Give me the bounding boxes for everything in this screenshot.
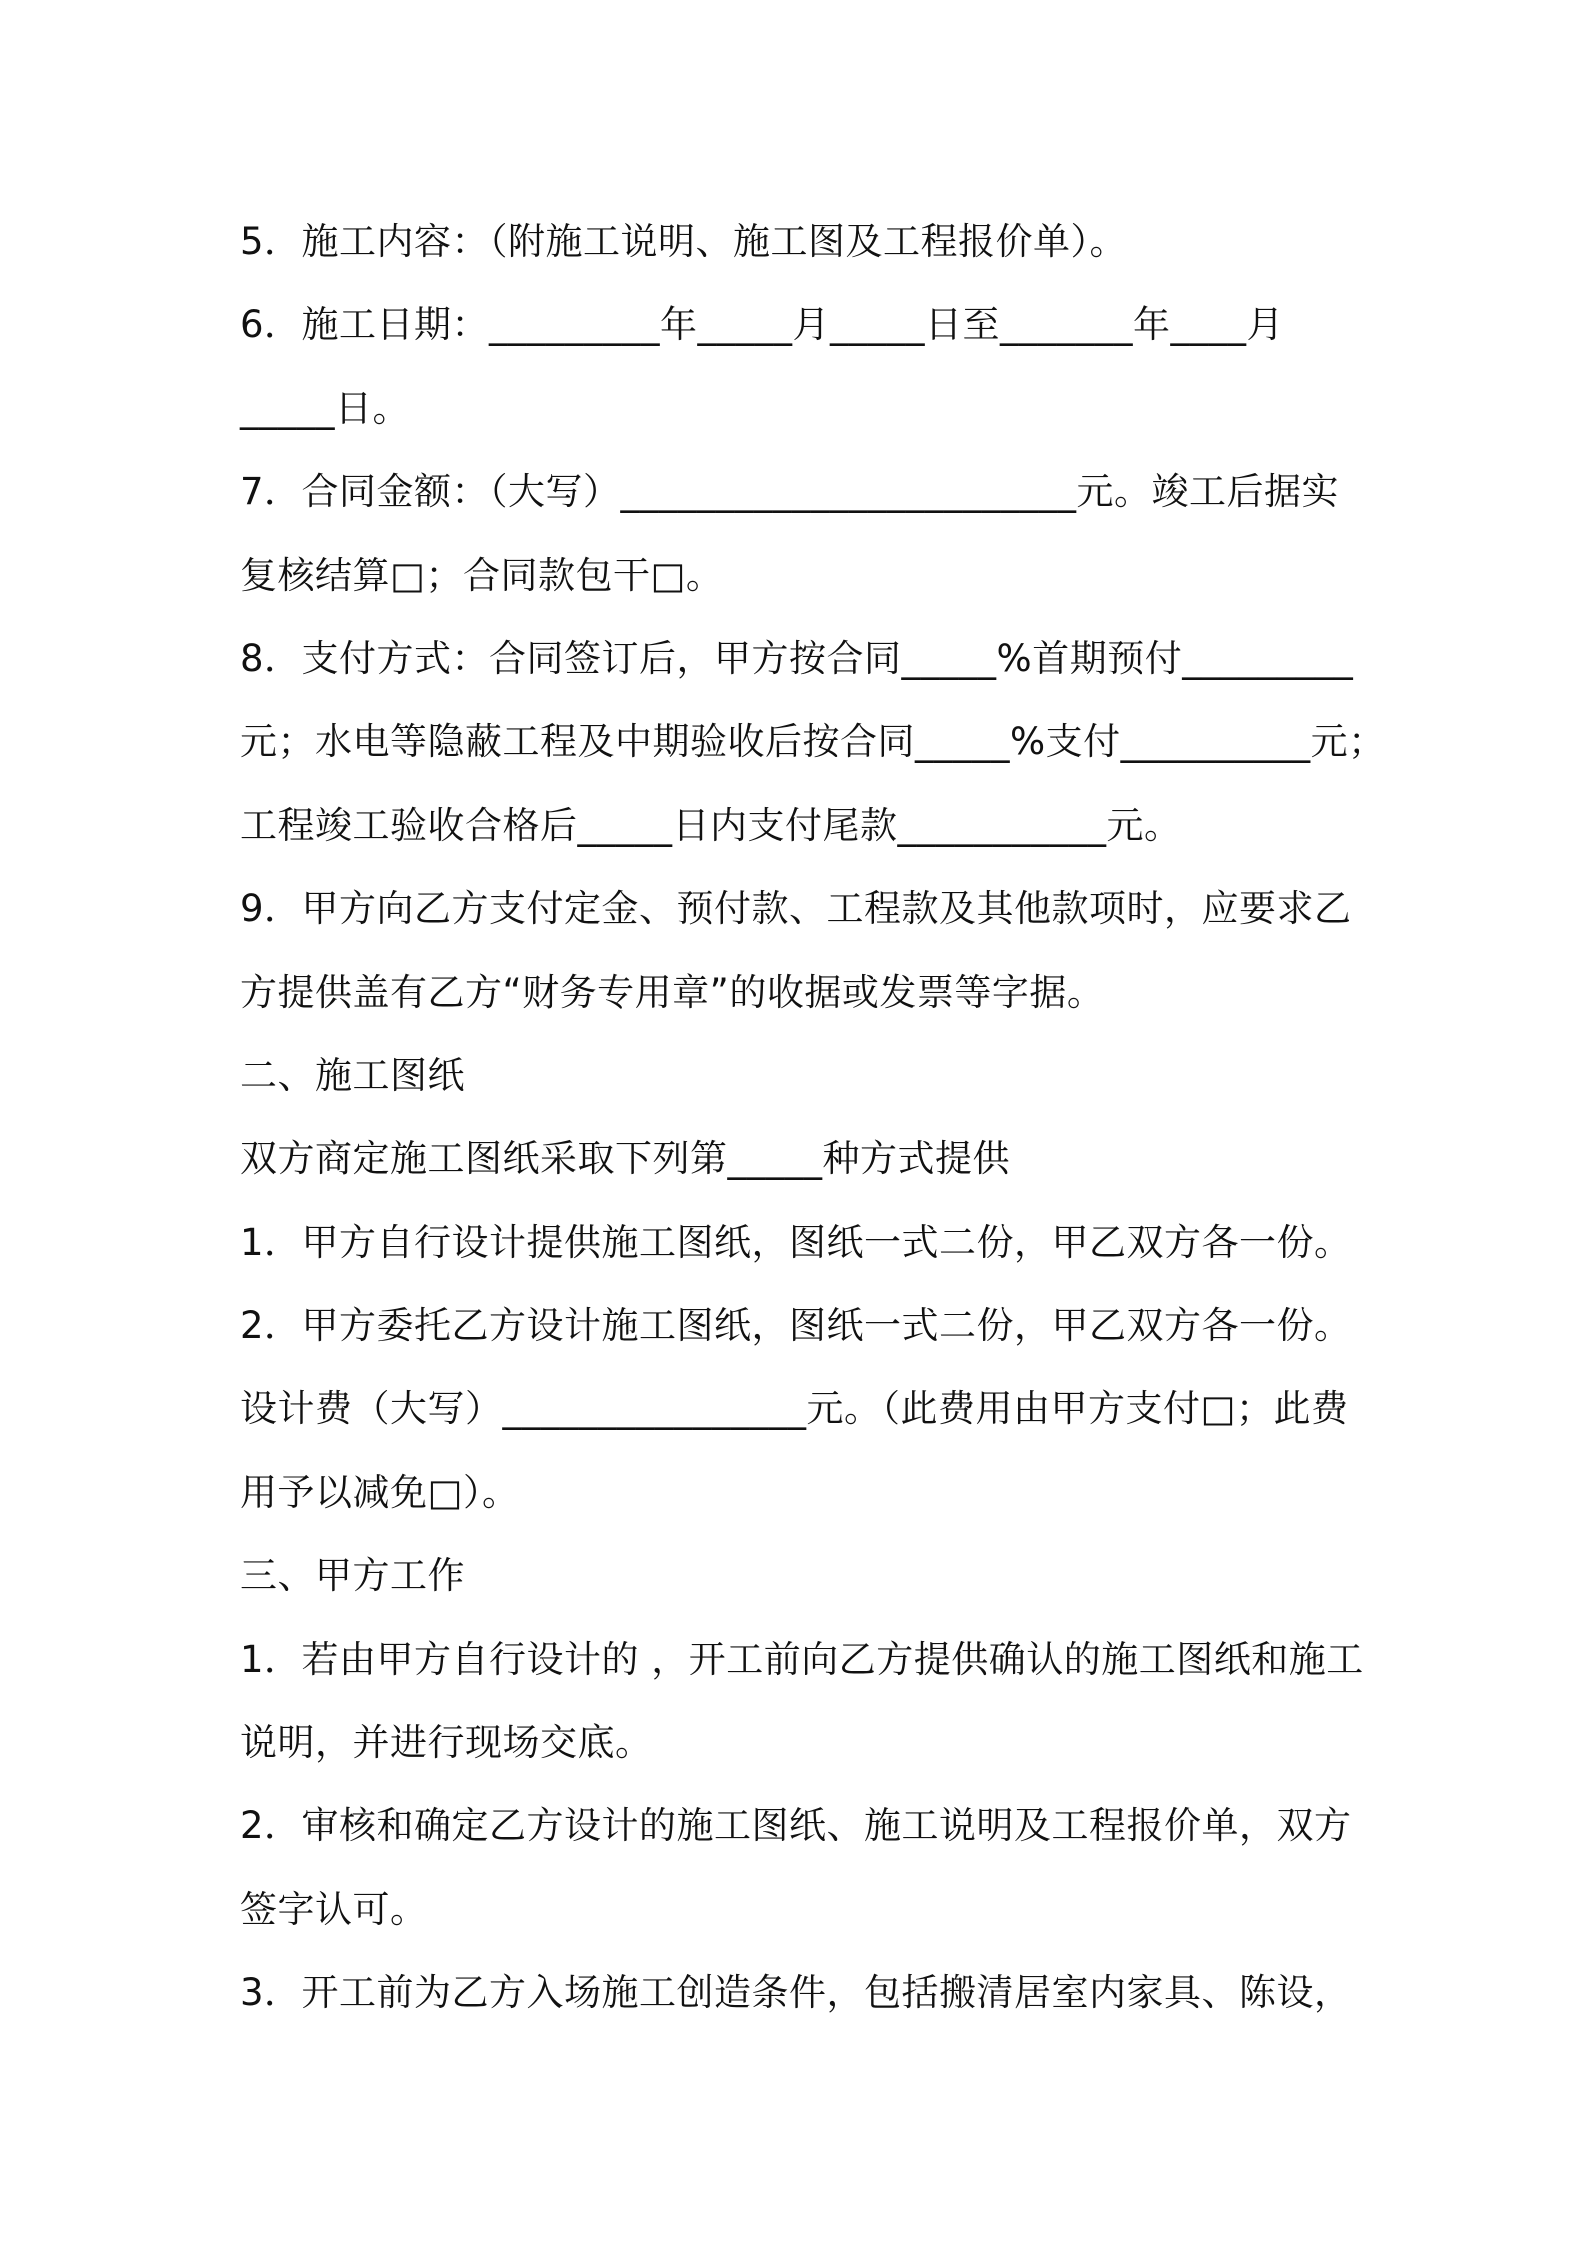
text-line: 2．甲方委托乙方设计施工图纸，图纸一式二份，甲乙双方各一份。 (240, 1304, 1352, 1348)
text-line: 8．支付方式：合同签订后，甲方按合同_____%首期预付_________ (240, 636, 1354, 680)
section-heading: 三、甲方工作 (240, 1554, 465, 1598)
text-line: 设计费（大写）________________元。（此费用由甲方支付□；此费 (240, 1387, 1349, 1431)
text-line: 6．施工日期：_________年_____月_____日至_______年____月 (240, 303, 1285, 347)
text-line: 元；水电等隐蔽工程及中期验收后按合同_____%支付__________元； (240, 720, 1386, 764)
document-body (240, 200, 1386, 2035)
text-line: 双方商定施工图纸采取下列第_____种方式提供 (240, 1137, 1010, 1181)
text-line: 方提供盖有乙方“财务专用章”的收据或发票等字据。 (240, 970, 1105, 1014)
text-line: 1．若由甲方自行设计的 ，开工前向乙方提供确认的施工图纸和施工 (240, 1637, 1364, 1681)
text-line: 5．施工内容：（附施工说明、施工图及工程报价单）。 (240, 220, 1128, 263)
text-line: 说明，并进行现场交底。 (240, 1721, 653, 1765)
text-line: 工程竣工验收合格后_____日内支付尾款___________元。 (240, 803, 1182, 847)
text-line: 1．甲方自行设计提供施工图纸，图纸一式二份，甲乙双方各一份。 (240, 1220, 1352, 1264)
text-line: 9．甲方向乙方支付定金、预付款、工程款及其他款项时，应要求乙 (240, 887, 1352, 931)
text-line: 用予以减免□）。 (240, 1470, 520, 1514)
text-line: 7．合同金额：（大写）________________________元。竣工后据实 (240, 470, 1340, 514)
text-line: 2．审核和确定乙方设计的施工图纸、施工说明及工程报价单，双方 (240, 1804, 1352, 1848)
text-line: _____日。 (240, 386, 410, 430)
text-line: 复核结算□；合同款包干□。 (240, 553, 724, 597)
text-line: 签字认可。 (240, 1887, 428, 1931)
section-heading: 二、施工图纸 (240, 1053, 465, 1097)
text-line: 3．开工前为乙方入场施工创造条件，包括搬清居室内家具、陈设， (240, 1971, 1352, 2015)
